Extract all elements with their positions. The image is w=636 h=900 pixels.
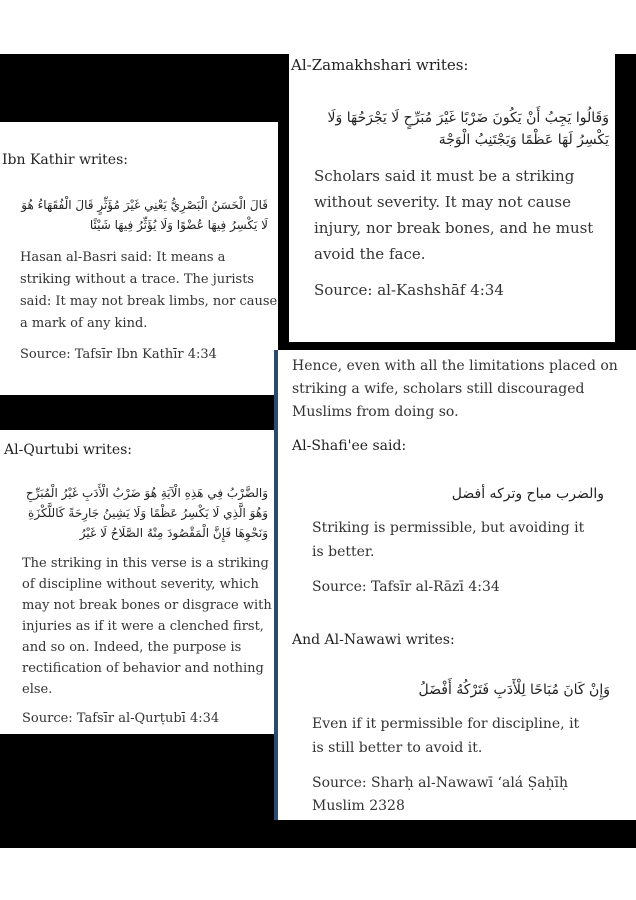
ibn-kathir-source: Source: Tafsīr Ibn Kathīr 4:34 (20, 347, 217, 362)
qurtubi-translation-line3: may not break bones or disgrace with (22, 598, 272, 613)
shafiee-translation-line1: Striking is permissible, but avoiding it (312, 520, 585, 536)
ibn-kathir-panel (0, 122, 278, 395)
zamakhshari-arabic-line1: وَقَالُوا يَجِبُ أَنْ يَكُونَ ضَرْبًا غَيْرَ مُبَرِّحٍ لَا يَجْرَحُهَا وَلَا (327, 110, 609, 126)
ibn-kathir-translation-line3: said: It may not break limbs, nor cause (20, 294, 278, 309)
qurtubi-translation-line2: of discipline without severity, which (22, 577, 259, 592)
ibn-kathir-translation-line4: a mark of any kind. (20, 316, 148, 331)
zamakhshari-heading: Al-Zamakhshari writes: (291, 56, 469, 74)
zamakhshari-panel (289, 50, 615, 342)
ibn-kathir-translation-line2: striking without a trace. The jurists (20, 272, 255, 287)
qurtubi-arabic-line1: وَالضَّرْبُ فِي هَذِهِ الْآيَةِ هُوَ ضَرْبُ الْأَدَبِ غَيْرُ الْمُبَرِّحِ (25, 486, 268, 500)
nawawi-translation-line1: Even if it permissible for discipline, it (312, 716, 580, 732)
hence-intro-line3: Muslims from doing so. (292, 404, 459, 420)
hence-panel (274, 350, 636, 820)
qurtubi-arabic-line3: وَنَحْوِهَا فَإِنَّ الْمَقْصُودَ مِنْهُ الصَّلَاحُ لَا غَيْرُ (79, 526, 268, 540)
hence-intro-line1: Hence, even with all the limitations placed on (292, 358, 618, 374)
nawawi-translation-line2: is still better to avoid it. (312, 740, 483, 756)
shafiee-heading: Al-Shafi'ee said: (292, 438, 407, 454)
ibn-kathir-arabic-line2: لَا يَكْسِرُ فِيهَا عُضْوًا وَلَا يُؤَثِّرُ فِيهَا شَيْئًا (89, 218, 268, 232)
qurtubi-heading: Al-Qurtubi writes: (4, 442, 133, 458)
qurtubi-translation-line6: rectification of behavior and nothing (22, 661, 264, 676)
zamakhshari-arabic-line2: يَكْسِرُ لَهَا عَظْمًا وَيَجْتَنِبُ الْوَجْهَ (438, 132, 609, 148)
ibn-kathir-translation-line1: Hasan al-Basri said: It means a (20, 250, 226, 265)
zamakhshari-translation-line4: avoid the face. (314, 245, 426, 263)
nawawi-arabic: وَإِنْ كَانَ مُبَاحًا لِلْأَدَبِ فَتَرْكُهُ أَفْضَلُ (418, 682, 610, 698)
nawawi-heading: And Al-Nawawi writes: (292, 632, 455, 648)
shafiee-translation-line2: is better. (312, 544, 375, 560)
qurtubi-source: Source: Tafsīr al-Qurṭubī 4:34 (22, 711, 220, 726)
qurtubi-translation-line4: injuries as if it were a clenched first, (22, 619, 264, 634)
qurtubi-translation-line1: The striking in this verse is a striking (22, 556, 269, 571)
shafiee-arabic: والضرب مباح وتركه أفضل (451, 486, 604, 502)
ibn-kathir-heading: Ibn Kathir writes: (2, 152, 128, 168)
zamakhshari-source: Source: al-Kashshāf 4:34 (314, 281, 504, 299)
shafiee-source: Source: Tafsīr al-Rāzī 4:34 (312, 579, 500, 595)
qurtubi-translation-line5: and so on. Indeed, the purpose is (22, 640, 242, 655)
zamakhshari-translation-line1: Scholars said it must be a striking (314, 167, 575, 185)
zamakhshari-translation-line3: injury, nor break bones, and he must (314, 219, 594, 237)
hence-intro-line2: striking a wife, scholars still discouraged (292, 381, 585, 397)
qurtubi-translation-line7: else. (22, 682, 53, 697)
nawawi-source-line2: Muslim 2328 (312, 798, 405, 814)
qurtubi-panel (0, 430, 274, 734)
qurtubi-arabic-line2: وَهُوَ الَّذِي لَا يَكْسِرُ عَظْمًا وَلَا يَشِينُ جَارِحَةً كَاللَّكْزَةِ (28, 506, 268, 520)
nawawi-source-line1: Source: Sharḥ al-Nawawī ‘alá Ṣaḥīḥ (312, 775, 569, 791)
ibn-kathir-arabic-line1: قَالَ الْحَسَنُ الْبَصْرِيُّ يَعْنِي غَيْرَ مُؤَثِّرٍ قَالَ الْفُقَهَاءُ هُوَ (21, 198, 268, 212)
zamakhshari-translation-line2: without severity. It may not cause (314, 193, 571, 211)
